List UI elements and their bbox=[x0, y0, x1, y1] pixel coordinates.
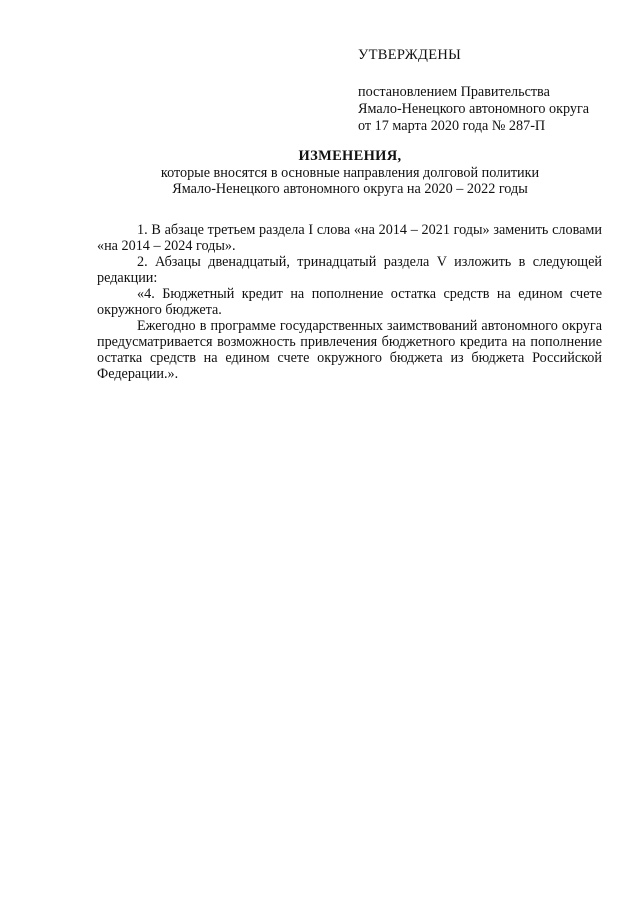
approval-block bbox=[358, 47, 618, 135]
document-body bbox=[97, 222, 602, 382]
approval-line-3: от 17 марта 2020 года № 287-П bbox=[358, 118, 546, 134]
document-subtitle-line-2: Ямало-Ненецкого автономного округа на 2020 – 2022 годы bbox=[172, 181, 528, 197]
paragraph-2: 2. Абзацы двенадцатый, тринадцатый раздела V изложить в следующей редакции: bbox=[97, 254, 602, 286]
approval-stamp: УТВЕРЖДЕНЫ bbox=[358, 47, 462, 63]
paragraph-3: «4. Бюджетный кредит на пополнение остатка средств на едином счете окружного бюджета. bbox=[97, 286, 602, 318]
document-heading bbox=[60, 148, 640, 197]
approval-line-2: Ямало-Ненецкого автономного округа bbox=[358, 101, 590, 117]
paragraph-4: Ежегодно в программе государственных заимствований автономного округа предусматривается возможность привлечения бюджетного кредита на пополнение остатка средств на едином счете окружного бюджета из бюджета Российской Федерации.». bbox=[97, 318, 602, 382]
document-title: ИЗМЕНЕНИЯ, bbox=[298, 148, 402, 164]
approval-line-1: постановлением Правительства bbox=[358, 84, 550, 100]
document-subtitle-line-1: которые вносятся в основные направления долговой политики bbox=[160, 165, 540, 181]
paragraph-1: 1. В абзаце третьем раздела I слова «на 2014 – 2021 годы» заменить словами «на 2014 – 2024 годы». bbox=[97, 222, 602, 254]
